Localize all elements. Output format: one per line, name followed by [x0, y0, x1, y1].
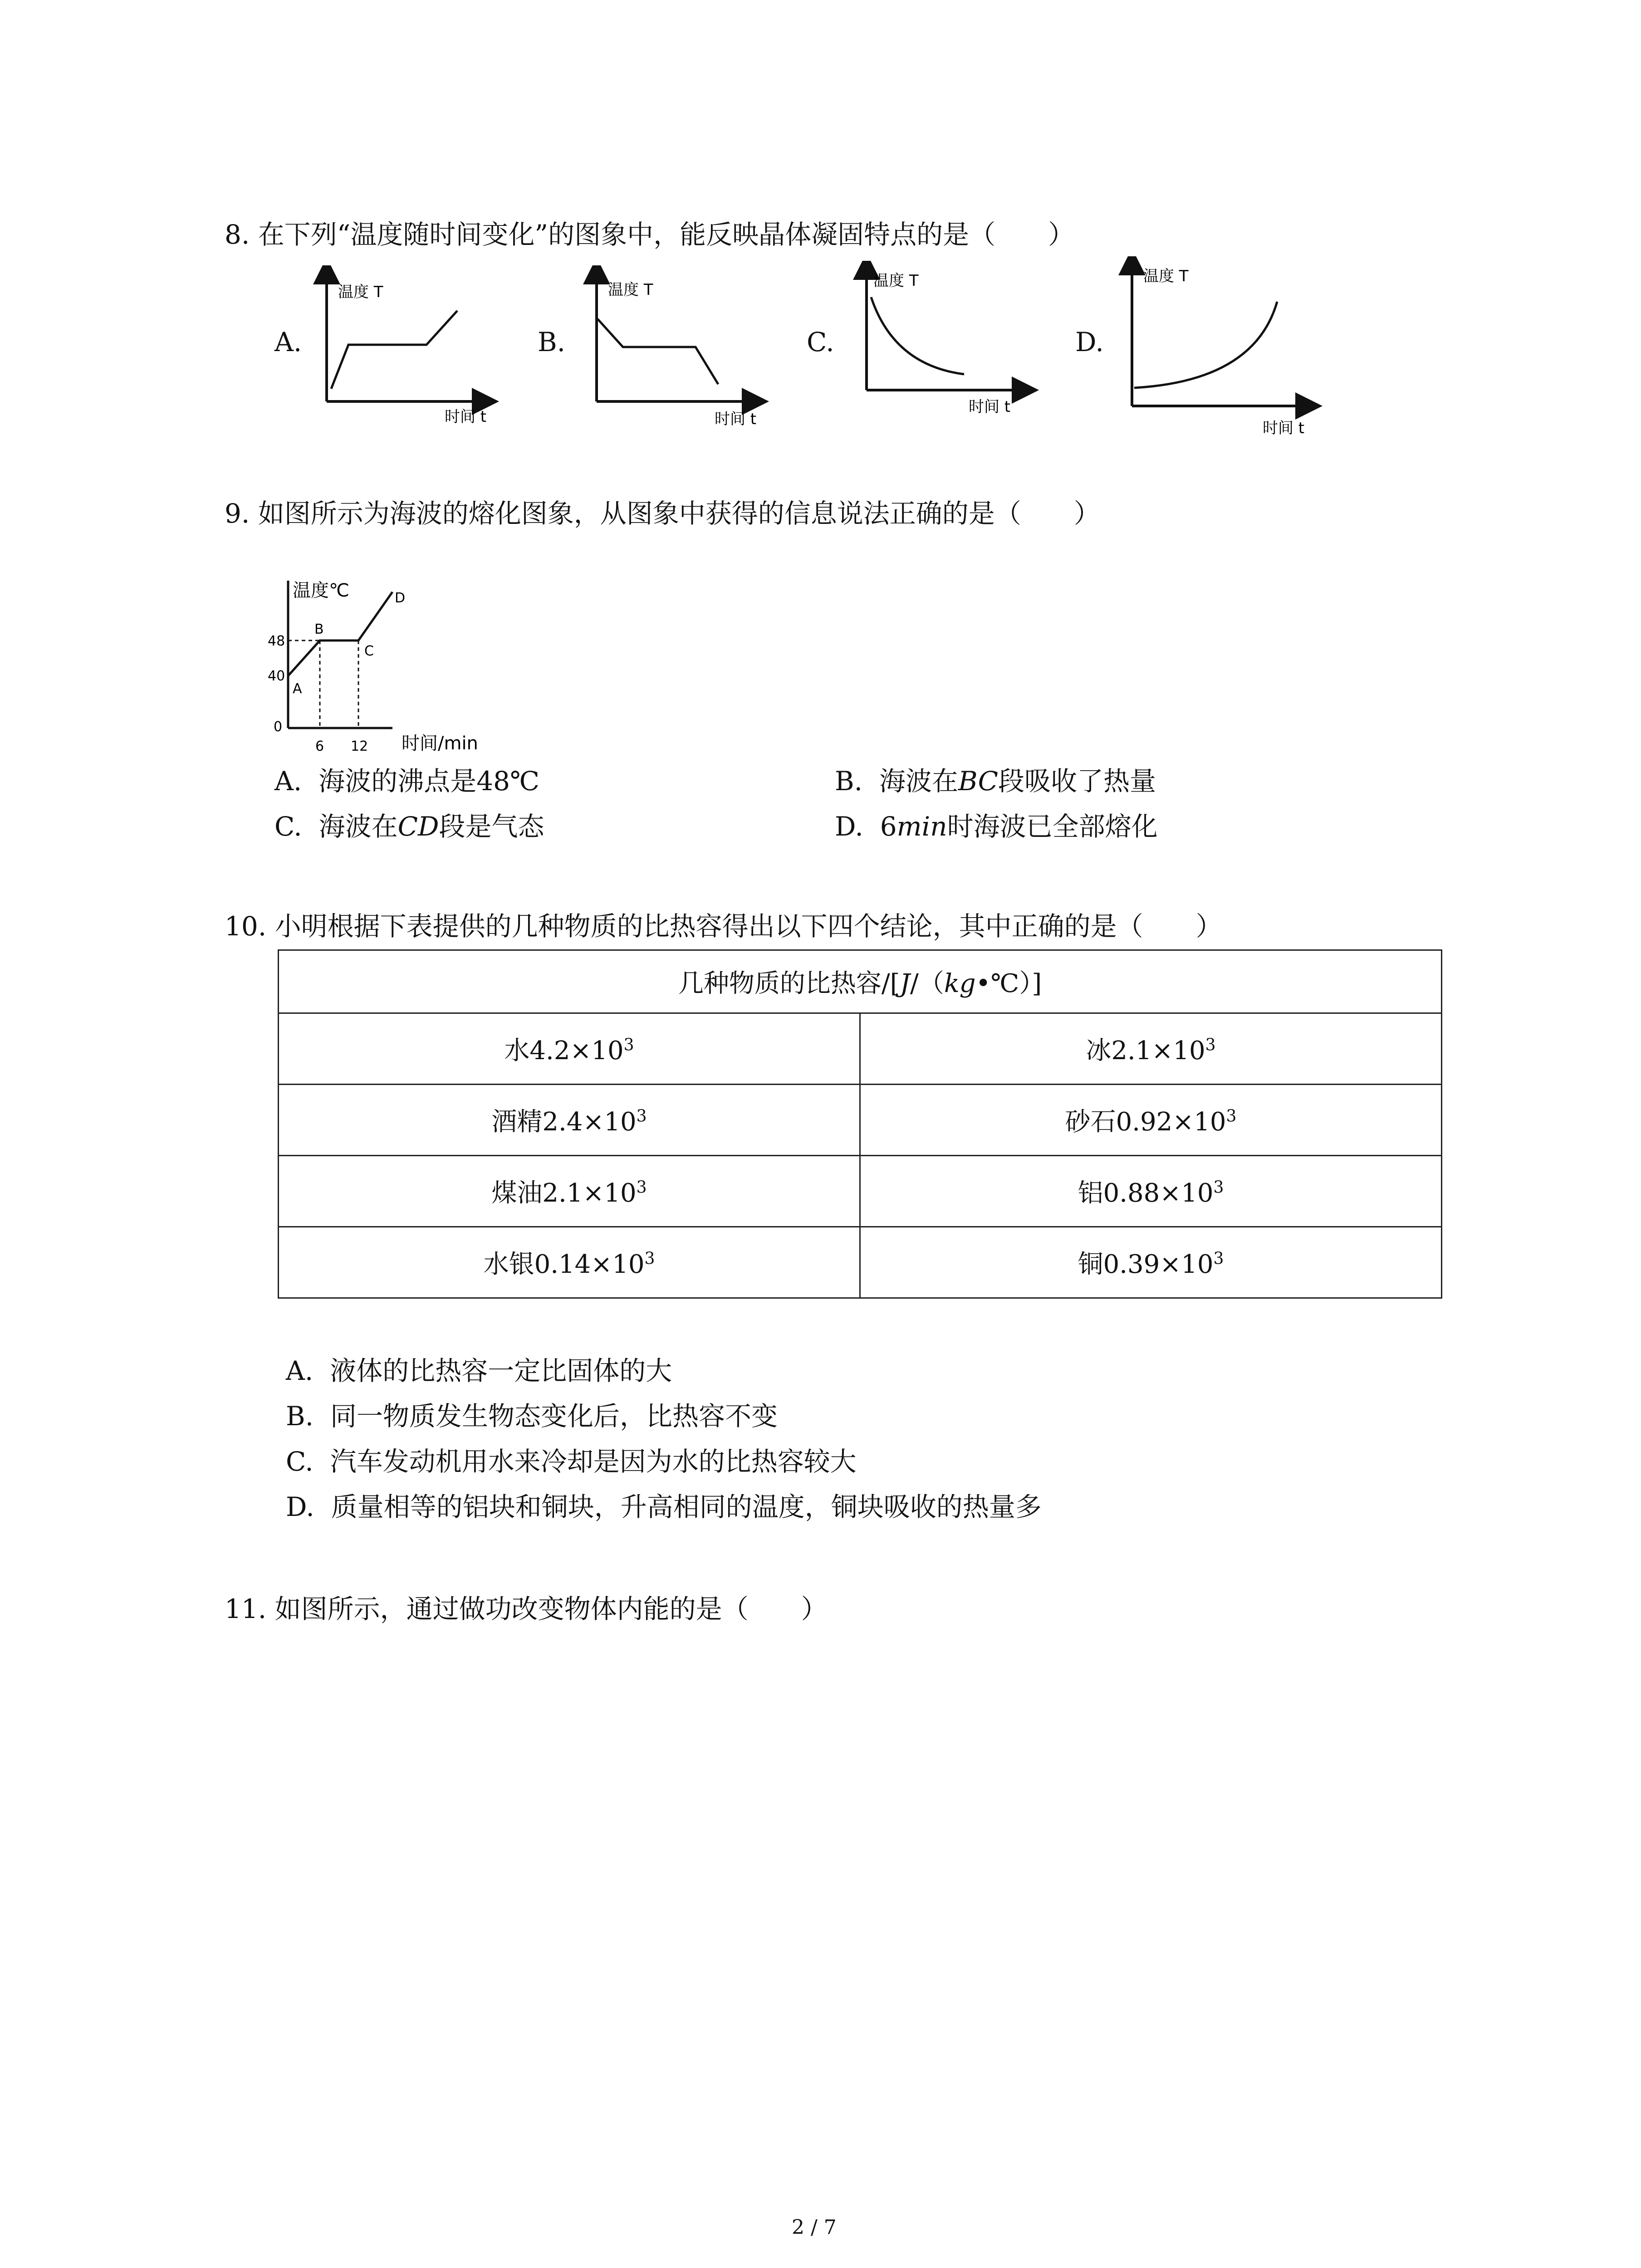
- point-b-label: B: [314, 621, 324, 637]
- melting-curve: [288, 592, 392, 676]
- point-a-label: A: [293, 681, 302, 697]
- table-row: [279, 1013, 1442, 1085]
- option-text-var: CD: [397, 811, 439, 842]
- option-text-pre: 海波在: [318, 811, 398, 842]
- curve: [598, 319, 718, 384]
- option-text-post: 时海波已全部熔化: [947, 811, 1158, 842]
- q10-option-a: A. 液体的比热容一定比固体的大: [286, 1355, 672, 1386]
- q9-option-a: [274, 760, 539, 798]
- page-number: 2 / 7: [792, 2216, 837, 2239]
- option-text-pre: 6: [880, 811, 897, 842]
- x-tick-6: 6: [315, 738, 324, 754]
- q8-option-d-label: D.: [1075, 327, 1104, 357]
- table-cell: 煤油$2.1\times 10^3$: [279, 1156, 860, 1227]
- header-text-post: •℃）]: [975, 969, 1042, 998]
- table-cell: 水银$0.14\times 10^3$: [279, 1227, 860, 1298]
- x-axis-label: 时间 t: [715, 410, 757, 428]
- q8-graph-b: [583, 265, 774, 431]
- table-row: [279, 1227, 1442, 1298]
- option-label: A.: [274, 766, 302, 797]
- option-label: D.: [835, 811, 863, 842]
- table-cell: 铜$0.39\times 10^3$: [860, 1227, 1441, 1298]
- point-c-label: C: [364, 643, 374, 659]
- option-text-pre: 海波在: [879, 766, 958, 797]
- y-axis-label: 温度 T: [608, 281, 653, 299]
- table-cell: 铝$0.88\times 10^3$: [860, 1156, 1441, 1227]
- q9-melting-graph: [256, 572, 492, 755]
- q8-option-c-label: C.: [807, 327, 834, 357]
- q9-option-b: [835, 760, 1156, 798]
- header-unit-kg: kg: [944, 969, 976, 998]
- curve: [871, 297, 964, 374]
- q9-option-c: [274, 805, 544, 843]
- header-text-pre: 几种物质的比热容/[: [678, 969, 900, 998]
- point-d-label: D: [395, 590, 406, 606]
- q8-graph-d: [1118, 256, 1332, 438]
- option-text-var: BC: [958, 766, 999, 797]
- y-axis-label: 温度 T: [338, 283, 383, 301]
- x-axis-label: 时间/min: [402, 733, 478, 754]
- option-label: B.: [835, 766, 863, 797]
- option-text-var: min: [896, 811, 947, 842]
- option-text-post: 段是气态: [439, 811, 544, 842]
- table-row: [279, 1156, 1442, 1227]
- q10-option-b: B. 同一物质发生物态变化后，比热容不变: [286, 1401, 778, 1432]
- table-cell: 冰$2.1\times 10^3$: [860, 1013, 1441, 1085]
- q10-option-d: D. 质量相等的铝块和铜块，升高相同的温度，铜块吸收的热量多: [286, 1491, 1042, 1522]
- curve: [1134, 302, 1277, 388]
- y-axis-label: 温度 T: [1143, 267, 1189, 285]
- q8-graph-c: [853, 261, 1043, 426]
- specific-heat-table: [278, 949, 1442, 1299]
- curve: [331, 311, 457, 389]
- x-axis-label: 时间 t: [1263, 419, 1305, 437]
- table-cell: 酒精$2.4\times 10^3$: [279, 1085, 860, 1156]
- q9-option-d: [835, 805, 1158, 843]
- q8-option-b-label: B.: [538, 327, 566, 357]
- x-axis-label: 时间 t: [445, 408, 487, 426]
- y-axis-label: 温度℃: [293, 580, 349, 601]
- q8-option-a-label: A.: [274, 327, 302, 357]
- header-text-mid: /（: [910, 969, 944, 998]
- option-text: 海波的沸点是48℃: [318, 766, 539, 797]
- x-axis-label: 时间 t: [969, 398, 1011, 416]
- y-axis-label: 温度 T: [873, 272, 919, 290]
- table-cell: 水$4.2\times 10^3$: [279, 1013, 860, 1085]
- option-label: C.: [274, 811, 302, 842]
- question-10-text: 10. 小明根据下表提供的几种物质的比热容得出以下四个结论，其中正确的是（ ）: [225, 911, 1222, 942]
- table-cell: 砂石$0.92\times 10^3$: [860, 1085, 1441, 1156]
- q8-graph-a: [313, 265, 504, 431]
- table-header: [279, 950, 1442, 1013]
- header-unit-j: J: [900, 969, 910, 998]
- question-9-text: 9. 如图所示为海波的熔化图象，从图象中获得的信息说法正确的是（ ）: [225, 498, 1100, 529]
- question-8-text: 8. 在下列“温度随时间变化”的图象中，能反映晶体凝固特点的是（ ）: [225, 219, 1075, 250]
- x-tick-12: 12: [351, 738, 368, 754]
- table-row: [279, 1085, 1442, 1156]
- option-text-post: 段吸收了热量: [998, 766, 1156, 797]
- q10-option-c: C. 汽车发动机用水来冷却是因为水的比热容较大: [286, 1446, 857, 1477]
- question-11-text: 11. 如图所示，通过做功改变物体内能的是（ ）: [225, 1593, 828, 1624]
- y-tick-0: 0: [274, 719, 283, 735]
- y-tick-40: 40: [268, 668, 285, 684]
- y-tick-48: 48: [268, 633, 285, 649]
